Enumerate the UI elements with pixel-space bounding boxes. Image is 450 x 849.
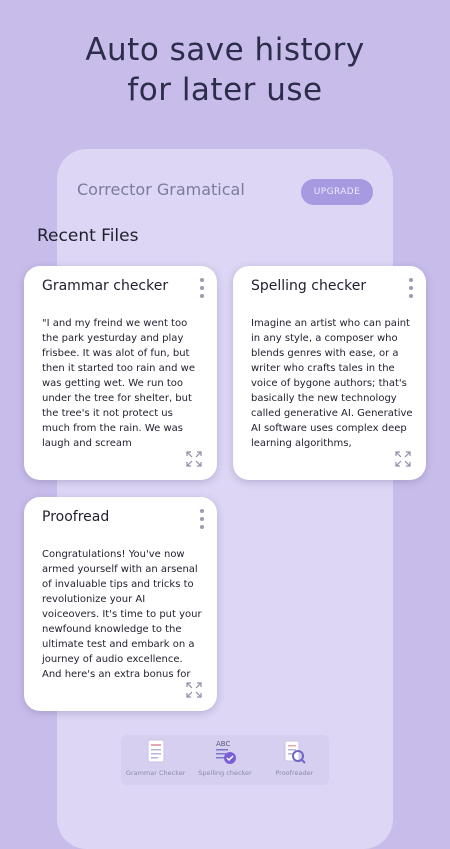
expand-icon[interactable] (394, 450, 412, 468)
tab-label: Proofreader (275, 769, 314, 777)
preview-line: "I and my freind we went too (42, 318, 188, 329)
preview-line: journey of audio excellence. (42, 654, 183, 665)
preview-line: voice of bygone authors; that's (251, 378, 407, 389)
card-title: Proofread (42, 509, 110, 525)
preview-line: ultimate test and embark on a (42, 639, 195, 650)
file-card-grammar-checker[interactable] (24, 266, 217, 480)
tab-spelling-checker[interactable] (190, 735, 259, 785)
more-options-icon[interactable] (199, 509, 205, 529)
tab-label: Spelling checker (198, 769, 252, 777)
recent-files-heading: Recent Files (37, 226, 139, 246)
preview-line: was getting wet. We run too (42, 378, 184, 389)
tab-proofreader[interactable] (260, 735, 329, 785)
preview-line: Congratulations! You've now (42, 549, 185, 560)
abc-check-icon (212, 738, 238, 766)
preview-line: newfound knowledge to the (42, 624, 182, 635)
preview-line: under the tree for shelter, but (42, 393, 192, 404)
tab-label: Grammar Checker (125, 769, 186, 777)
upgrade-button[interactable]: UPGRADE (301, 179, 373, 205)
more-options-icon[interactable] (199, 278, 205, 298)
card-preview-text (42, 316, 210, 451)
preview-line: AI software uses complex deep (251, 423, 407, 434)
preview-line: the tree's it not protect us (42, 408, 173, 419)
headline (0, 30, 450, 110)
expand-icon[interactable] (185, 681, 203, 699)
preview-line: blends genres with ease, or a (251, 348, 399, 359)
preview-line: And here's an extra bonus for (42, 669, 191, 680)
document-search-icon (281, 738, 307, 766)
preview-line: armed yourself with an arsenal (42, 564, 198, 575)
preview-line: Imagine an artist who can paint (251, 318, 410, 329)
preview-line: basically the new technology (251, 393, 397, 404)
more-options-icon[interactable] (408, 278, 414, 298)
card-title: Spelling checker (251, 278, 367, 294)
file-card-proofread[interactable] (24, 497, 217, 711)
tab-grammar-checker[interactable] (121, 735, 190, 785)
bottom-tab-bar (121, 735, 329, 785)
preview-line: frisbee. It was alot of fun, but (42, 348, 190, 359)
card-preview-text (251, 316, 419, 451)
document-list-icon (143, 738, 169, 766)
file-card-spelling-checker[interactable] (233, 266, 426, 480)
preview-line: voiceovers. It's time to put your (42, 609, 202, 620)
preview-line: the park yesturday and play (42, 333, 184, 344)
card-preview-text (42, 547, 210, 682)
preview-line: of invaluable tips and tricks to (42, 579, 194, 590)
card-title: Grammar checker (42, 278, 169, 294)
expand-icon[interactable] (185, 450, 203, 468)
app-title: Corrector Gramatical (77, 180, 245, 199)
svg-text:ABC: ABC (215, 740, 231, 748)
headline-line-2: for later use (127, 72, 323, 108)
preview-line: writer who crafts tales in the (251, 363, 395, 374)
preview-line: revolutionize your AI (42, 594, 146, 605)
headline-line-1: Auto save history (85, 32, 365, 68)
preview-line: laugh and scream (42, 438, 132, 449)
preview-line: called generative AI. Generative (251, 408, 413, 419)
preview-line: then it started too rain and we (42, 363, 195, 374)
preview-line: learning algorithms, (251, 438, 352, 449)
preview-line: in any style, a composer who (251, 333, 398, 344)
preview-line: much from the rain. We was (42, 423, 183, 434)
